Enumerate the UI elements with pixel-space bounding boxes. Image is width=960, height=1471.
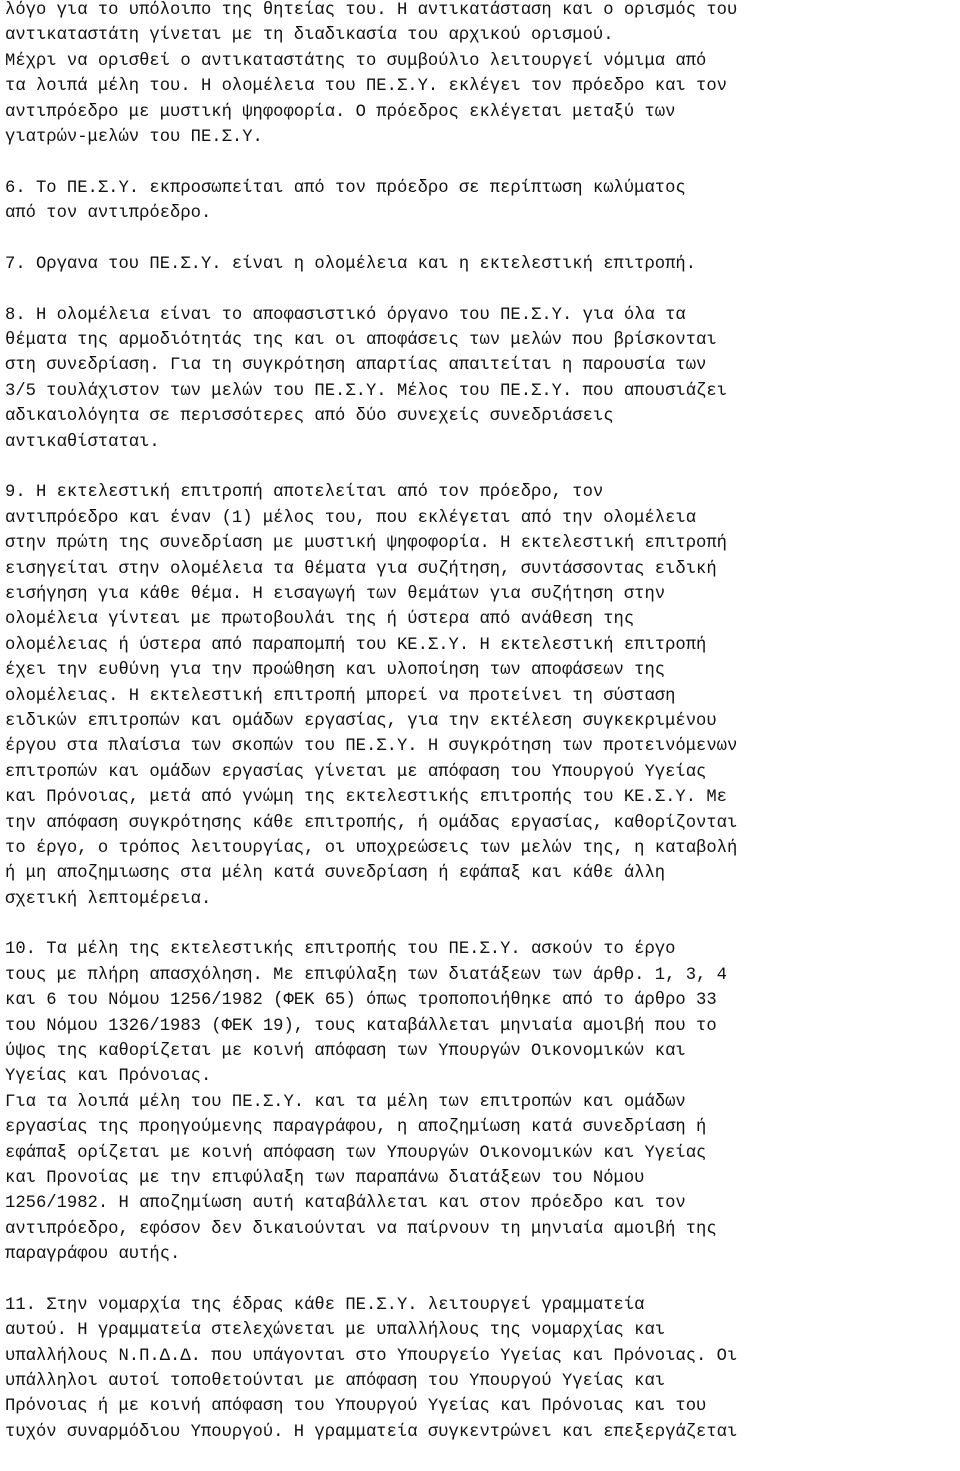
text-line: αδικαιολόγητα σε περισσότερες από δύο συνεχείς συνεδριάσεις [5, 407, 614, 427]
text-line: θέματα της αρμοδιότητάς της και οι αποφάσεις των μελών που βρίσκονται [5, 331, 717, 351]
text-line: 8. Η ολομέλεια είναι το αποφασιστικό όργανο του ΠΕ.Σ.Υ. για όλα τα [5, 305, 686, 325]
text-line: 9. Η εκτελεστική επιτροπή αποτελείται από τον πρόεδρο, τον [5, 483, 604, 503]
text-line: του Νόμου 1326/1983 (ΦΕΚ 19), τους καταβάλλεται μηνιαία αμοιβή που το [5, 1016, 717, 1036]
text-line: στη συνεδρίαση. Για τη συγκρότηση απαρτίας απαιτείται η παρουσία των [5, 356, 707, 376]
text-line: παραγράφου αυτής. [5, 1245, 181, 1265]
text-line: 10. Τα μέλη της εκτελεστικής επιτροπής του ΠΕ.Σ.Υ. ασκούν το έργο [5, 940, 676, 960]
text-line: αντικαθίσταται. [5, 432, 160, 452]
text-line: επιτροπών και ομάδων εργασίας γίνεται με απόφαση του Υπουργού Υγείας [5, 762, 707, 782]
text-line: αντιπρόεδρο με μυστική ψηφοφορία. Ο πρόεδρος εκλέγεται μεταξύ των [5, 102, 676, 122]
paragraph [5, 176, 960, 227]
paragraph [5, 937, 960, 1089]
text-line: ειδικών επιτροπών και ομάδων εργασίας, για την εκτέλεση συγκεκριμένου [5, 711, 717, 731]
text-line: εισηγείται στην ολομέλεια τα θέματα για συζήτηση, συντάσσοντας ειδική [5, 559, 717, 579]
text-line: υπαλλήλους Ν.Π.Δ.Δ. που υπάγονται στο Υπουργείο Υγείας και Πρόνοιας. Οι [5, 1346, 738, 1366]
text-line: 3/5 τουλάχιστον των μελών του ΠΕ.Σ.Υ. Μέλος του ΠΕ.Σ.Υ. που απουσιάζει [5, 381, 727, 401]
text-line: ή μη αποζημιωσης στα μέλη κατά συνεδρίαση ή εφάπαξ και κάθε άλλη [5, 864, 666, 884]
text-line: εργασίας της προηγούμενης παραγράφου, η αποζημίωση κατά συνεδρίαση ή [5, 1118, 707, 1138]
text-line: από τον αντιπρόεδρο. [5, 204, 212, 224]
text-line: ολομέλειας ή ύστερα από παραπομπή του ΚΕ.Σ.Υ. Η εκτελεστική επιτροπή [5, 635, 707, 655]
text-line: εφάπαξ ορίζεται με κοινή απόφαση των Υπουργών Οικονομικών και Υγείας [5, 1143, 707, 1163]
text-line: 7. Οργανα του ΠΕ.Σ.Υ. είναι η ολομέλεια και η εκτελεστική επιτροπή. [5, 254, 697, 274]
paragraph [5, 1293, 960, 1445]
text-line: Υγείας και Πρόνοιας. [5, 1067, 212, 1087]
text-line: αυτού. Η γραμματεία στελεχώνεται με υπαλλήλους της νομαρχίας και [5, 1321, 666, 1341]
paragraph [5, 1090, 960, 1268]
text-line: το έργο, ο τρόπος λειτουργίας, οι υποχρεώσεις των μελών της, η καταβολή [5, 838, 738, 858]
text-line: και Προνοίας με την επιφύλαξη των παραπάνω διατάξεων του Νόμου [5, 1168, 645, 1188]
text-line: 1256/1982. Η αποζημίωση αυτή καταβάλλεται και στον πρόεδρο και τον [5, 1194, 686, 1214]
text-line: έχει την ευθύνη για την προώθηση και υλοποίηση των αποφάσεων της [5, 661, 666, 681]
text-line: την απόφαση συγκρότησης κάθε επιτροπής, ή ομάδας εργασίας, καθορίζονται [5, 813, 738, 833]
text-line: τα λοιπά μέλη του. Η ολομέλεια του ΠΕ.Σ.Υ. εκλέγει τον πρόεδρο και τον [5, 77, 727, 97]
text-line: σχετική λεπτομέρεια. [5, 889, 212, 909]
text-line: ολομέλειας. Η εκτελεστική επιτροπή μπορεί να προτείνει τη σύσταση [5, 686, 676, 706]
text-line: 11. Στην νομαρχία της έδρας κάθε ΠΕ.Σ.Υ. λειτουργεί γραμματεία [5, 1295, 645, 1315]
document-page [5, 0, 960, 1471]
text-line: Μέχρι να ορισθεί ο αντικαταστάτης το συμβούλιο λειτουργεί νόμιμα από [5, 51, 707, 71]
text-line: ύψος της καθορίζεται με κοινή απόφαση των Υπουργών Οικονομικών και [5, 1042, 686, 1062]
text-line: τυχόν συναρμόδιου Υπουργού. Η γραμματεία συγκεντρώνει και επεξεργάζεται [5, 1422, 738, 1442]
paragraph [5, 480, 960, 912]
text-line: στην πρώτη της συνεδρίαση με μυστική ψηφοφορία. Η εκτελεστική επιτροπή [5, 534, 727, 554]
text-line: αντιπρόεδρο, εφόσον δεν δικαιούνται να παίρνουν τη μηνιαία αμοιβή της [5, 1219, 717, 1239]
paragraph [5, 0, 960, 150]
text-line: υπάλληλοι αυτοί τοποθετούνται με απόφαση του Υπουργού Υγείας και [5, 1372, 666, 1392]
text-line: έργου στα πλαίσια των σκοπών του ΠΕ.Σ.Υ. Η συγκρότηση των προτεινόμενων [5, 737, 738, 757]
text-line: και Πρόνοιας, μετά από γνώμη της εκτελεστικής επιτροπής του ΚΕ.Σ.Υ. Με [5, 788, 727, 808]
text-line: ολομέλεια γίντεαι με πρωτοβουλάι της ή ύστερα από ανάθεση της [5, 610, 635, 630]
text-line: Για τα λοιπά μέλη του ΠΕ.Σ.Υ. και τα μέλη των επιτροπών και ομάδων [5, 1092, 686, 1112]
text-line: αντιπρόεδρο και έναν (1) μέλος του, που εκλέγεται από την ολομέλεια [5, 508, 697, 528]
text-line: αντικαταστάτη γίνεται με τη διαδικασία του αρχικού ορισμού. [5, 26, 614, 46]
text-line: τους με πλήρη απασχόληση. Με επιφύλαξη των διατάξεων των άρθρ. 1, 3, 4 [5, 965, 727, 985]
text-line: και 6 του Νόμου 1256/1982 (ΦΕΚ 65) όπως τροποποιήθηκε από το άρθρο 33 [5, 991, 717, 1011]
paragraph [5, 252, 960, 277]
text-line: λόγο για το υπόλοιπο της θητείας του. Η αντικατάσταση και ο ορισμός του [5, 1, 738, 20]
text-line: γιατρών-μελών του ΠΕ.Σ.Υ. [5, 127, 263, 147]
text-line: Πρόνοιας ή με κοινή απόφαση του Υπουργού Υγείας και Πρόνοιας και του [5, 1397, 707, 1417]
text-line: εισήγηση για κάθε θέμα. Η εισαγωγή των θεμάτων για συζήτηση στην [5, 584, 666, 604]
text-line: 6. Το ΠΕ.Σ.Υ. εκπροσωπείται από τον πρόεδρο σε περίπτωση κωλύματος [5, 178, 686, 198]
paragraph [5, 303, 960, 455]
